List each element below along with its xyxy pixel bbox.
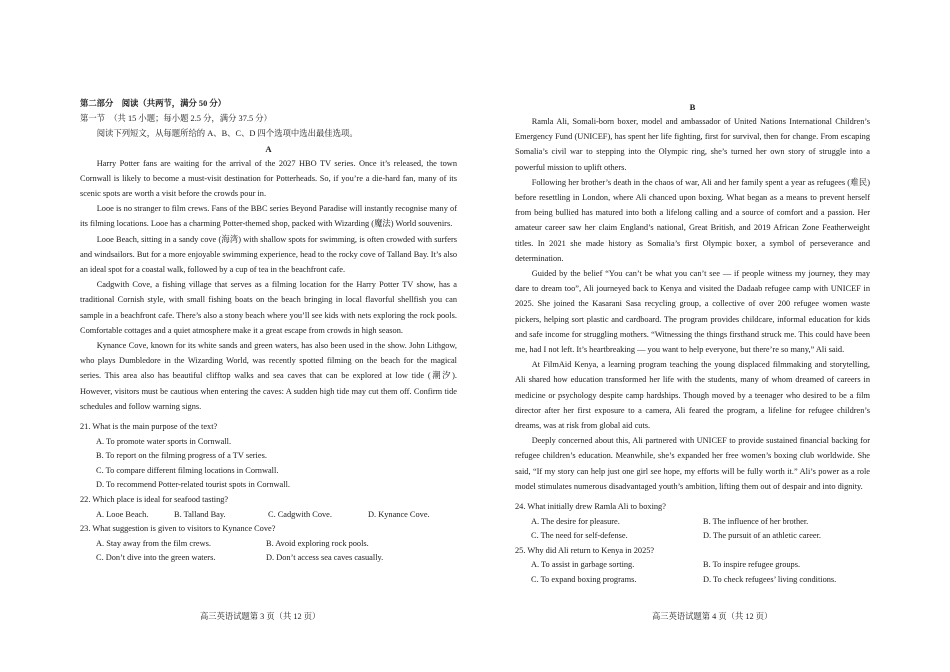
question-21: 21. What is the main purpose of the text? — [80, 422, 218, 432]
question-23-options-row-2 — [80, 551, 457, 566]
question-25-options-row-2 — [515, 573, 870, 588]
question-24-option-b[interactable]: B. The influence of her brother. — [703, 516, 809, 526]
passage-a-paragraph-5: Kynance Cove, known for its white sands and green waters, has also been used in the show. John Lithgow, who plays Dumbledore in the Wizarding World, was recently spotted filming on the beach for the magical series. This area also has beautiful clifftop walks and sea caves that can be explored at low tide (潮汐). However, visitors must be cautious when entering the caves: A sudden high tide may cut them off. Confirm tide schedules and follow warning signs. — [80, 341, 457, 411]
passage-a-paragraph-1: Harry Potter fans are waiting for the arrival of the 2027 HBO TV series. Once it’s released, the town Cornwall is likely to become a must-visit destination for Potterheads. So, if you’re a die-hard fan, many of its scenic spots are worth a visit before the crowds pour in. — [80, 158, 457, 199]
question-25-option-a[interactable]: A. To assist in garbage sorting. — [531, 560, 635, 570]
question-24-options-row-2 — [515, 529, 870, 544]
question-21-option-c[interactable]: C. To compare different filming locations in Cornwall. — [96, 465, 279, 475]
passage-b-paragraph-1: Ramla Ali, Somali-born boxer, model and ambassador of United Nations International Children’s Emergency Fund (UNICEF), has spent her life fighting, first for survival, then for change. From escaping Somalia’s civil war to stepping into the Olympic ring, she’s turned her own story of struggle into a powerful mission to uplift others. — [515, 117, 870, 172]
question-25-option-c[interactable]: C. To expand boxing programs. — [531, 575, 637, 585]
question-23-option-b[interactable]: B. Avoid exploring rock pools. — [266, 538, 369, 548]
question-25: 25. Why did Ali return to Kenya in 2025? — [515, 545, 655, 555]
passage-label-b: B — [689, 102, 696, 112]
question-25-options-row-1 — [515, 558, 870, 573]
question-23: 23. What suggestion is given to visitors to Kynance Cove? — [80, 524, 276, 534]
question-21-option-d[interactable]: D. To recommend Potter-related tourist spots in Cornwall. — [96, 480, 290, 490]
question-24-option-d[interactable]: D. The pursuit of an athletic career. — [703, 531, 822, 541]
question-24: 24. What initially drew Ramla Ali to boxing? — [515, 502, 666, 512]
question-24-option-a[interactable]: A. The desire for pleasure. — [531, 516, 620, 526]
question-24-option-c[interactable]: C. The need for self-defense. — [531, 531, 628, 541]
passage-a-paragraph-3: Looe Beach, sitting in a sandy cove (海湾) with shallow spots for swimming, is often crowded with surfers and windsailors. But for a more enjoyable swimming experience, head to the rocky cove of Talland Bay. It’s also an ideal spot for a coastal walk, followed by a cup of tea in the beachfront cafe. — [80, 234, 457, 275]
section-header: 第二部分 阅读（共两节，满分 50 分） — [80, 99, 227, 108]
passage-label-a: A — [265, 143, 272, 154]
question-24-options-row-1 — [515, 515, 870, 530]
question-22-option-d[interactable]: D. Kynance Cove. — [368, 509, 430, 519]
question-22-option-b[interactable]: B. Talland Bay. — [174, 509, 226, 519]
question-23-option-d[interactable]: D. Don’t access sea caves casually. — [266, 553, 384, 563]
question-22-option-c[interactable]: C. Cadgwith Cove. — [268, 509, 332, 519]
passage-a-paragraph-4: Cadgwith Cove, a fishing village that serves as a filming location for the Harry Potter TV show, has a traditional Cornish style, with small fishing boats on the beach bringing in local flavorful shellfish you can sample in a beachfront cafe. There’s also a stony beach where you’ll see kids with nets exploring the rock pools. Comfortable cottages and a quiet atmosphere make it a great escape from crowds in high season. — [80, 280, 457, 335]
question-21-option-b[interactable]: B. To report on the filming progress of a TV series. — [96, 451, 267, 461]
question-25-option-b[interactable]: B. To inspire refugee groups. — [703, 560, 801, 570]
question-23-options-row-1 — [80, 537, 457, 552]
question-23-option-a[interactable]: A. Stay away from the film crews. — [96, 538, 211, 548]
passage-a-paragraph-2: Looe is no stranger to film crews. Fans of the BBC series Beyond Paradise will instantly recognise many of its filming locations. Looe has a charming Potter-themed shop, packed with Wizarding (魔法) World souvenirs. — [80, 204, 457, 229]
passage-b-paragraph-4: At FilmAid Kenya, a learning program teaching the young displaced filmmaking and storytelling, Ali shared how education transformed her life with the students, many of whom dreamed of careers in medicine or psychology despite camp hardships. Though moved by a teenager who desired to be a film director after her first exposure to a camera, Ali feared the program, a lifeline for refugee children’s dreams, was at risk from global aid cuts. — [515, 360, 870, 431]
question-22: 22. Which place is ideal for seafood tasting? — [80, 495, 229, 505]
question-23-option-c[interactable]: C. Don’t dive into the green waters. — [96, 553, 216, 563]
subsection-header: 第一节 （共 15 小题；每小题 2.5 分，满分 37.5 分） — [80, 114, 272, 124]
right-page — [475, 0, 950, 672]
question-22-options — [80, 508, 457, 523]
passage-b-paragraph-5: Deeply concerned about this, Ali partnered with UNICEF to provide sustained financial backing for refugee children’s education. Meanwhile, she’s expanded her free women’s boxing club worldwide. She said, “If my story can help just one girl see hope, my efforts will be fully worth it.” Ali’s power as a role model stimulates numerous disadvantaged youth’s ambition, lifting them out of despair and into dignity. — [515, 436, 870, 491]
passage-b-paragraph-3: Guided by the belief “You can’t be what you can’t see — if people witness my journey, they may dare to dream too”, Ali journeyed back to Kenya and visited the Dadaab refugee camp with UNICEF in 2025. She joined the Kasarani Sasa recycling group, a collective of over 200 refugee women waste pickers, helping sort plastic and cardboard. The program provides childcare, informal education for kids and safe income for struggling mothers. “Witnessing the things firsthand struck me. This could have been me, had I not left. It’s heartbreaking — you want to help everyone, but there’re so many,” Ali said. — [515, 269, 870, 355]
question-21-option-a[interactable]: A. To promote water sports in Cornwall. — [96, 436, 232, 446]
question-25-option-d[interactable]: D. To check refugees’ living conditions. — [703, 575, 837, 585]
instruction: 阅读下列短文，从每题所给的 A、B、C、D 四个选项中选出最佳选项。 — [96, 129, 358, 139]
passage-b-paragraph-2: Following her brother’s death in the chaos of war, Ali and her family spent a year as refugees (难民) before resettling in London, where Ali chanced upon boxing. What began as a means to prevent herself from being bullied has matured into both a lifelong calling and a source of comfort and a passion. Her amateur career saw her claim England’s national, Great British, and 2019 African Zone Featherweight titles. In 2021 she made history as Somalia’s first Olympic boxer, a symbol of perseverance and determination. — [515, 177, 870, 263]
right-page-footer: 高三英语试题第 4 页（共 12 页） — [652, 612, 773, 621]
left-page-footer: 高三英语试题第 3 页（共 12 页） — [200, 612, 321, 621]
question-22-option-a[interactable]: A. Looe Beach. — [96, 509, 149, 519]
